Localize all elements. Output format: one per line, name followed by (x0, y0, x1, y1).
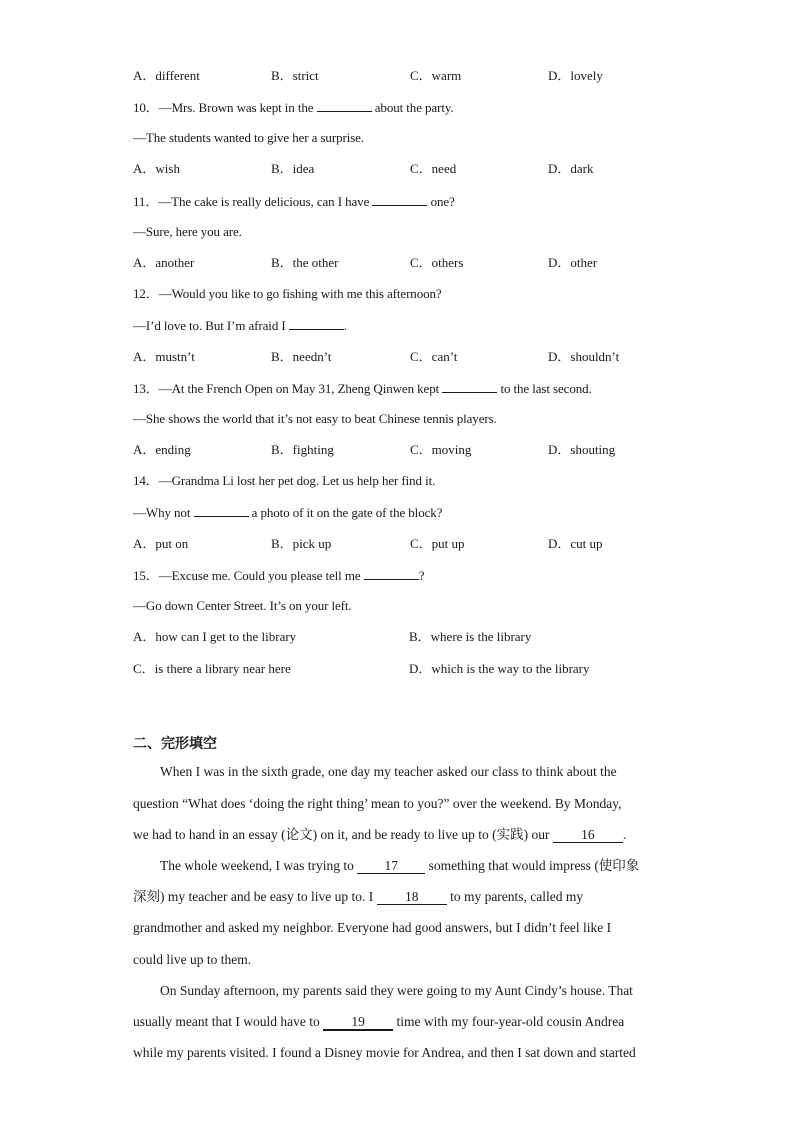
q14-blank[interactable] (194, 504, 249, 517)
q15-option-c[interactable]: C．is there a library near here (133, 661, 291, 676)
q14-option-c[interactable]: C．put up (410, 536, 465, 551)
q10-prompt-before: 10．—Mrs. Brown was kept in the (133, 100, 314, 115)
q11-option-d[interactable]: D．other (548, 255, 598, 270)
q15-prompt-before: 15．—Excuse me. Could you please tell me (133, 568, 361, 583)
q11-prompt-before: 11．—The cake is really delicious, can I have (133, 194, 370, 209)
passage-line (133, 889, 583, 905)
q13-option-a[interactable]: A．ending (133, 442, 191, 457)
passage-text: we had to hand in an essay (论文) on it, and be ready to live up to (实践) our (133, 827, 550, 842)
q12-option-d[interactable]: D．shouldn’t (548, 349, 620, 364)
q11-option-b[interactable]: B．the other (271, 255, 339, 270)
cloze-blank-18[interactable]: 18 (377, 890, 447, 905)
passage-text: . (622, 827, 627, 842)
cloze-blank-17[interactable]: 17 (357, 859, 425, 874)
q9-option-b[interactable]: B．strict (271, 68, 319, 83)
q12-option-c[interactable]: C．can’t (410, 349, 458, 364)
q12-prompt: 12．—Would you like to go fishing with me this afternoon? (133, 286, 442, 301)
q11-option-c[interactable]: C．others (410, 255, 464, 270)
cloze-blank-16[interactable]: 16 (553, 828, 623, 843)
q14-option-a[interactable]: A．put on (133, 536, 189, 551)
q10-option-c[interactable]: C．need (410, 161, 457, 176)
q15-prompt (133, 567, 424, 584)
q10-prompt (133, 99, 454, 116)
q12-reply-after: . (343, 318, 347, 333)
passage-line: while my parents visited. I found a Disney movie for Andrea, and then I sat down and started (133, 1045, 636, 1060)
q15-option-a[interactable]: A．how can I get to the library (133, 629, 297, 644)
q12-reply-before: —I’d love to. But I’m afraid I (133, 318, 286, 333)
q10-option-d[interactable]: D．dark (548, 161, 594, 176)
passage-text: The whole weekend, I was trying to (160, 858, 354, 873)
q13-option-b[interactable]: B．fighting (271, 442, 334, 457)
q15-option-d[interactable]: D．which is the way to the library (409, 661, 590, 676)
q11-prompt-after: one? (430, 194, 455, 209)
q12-blank[interactable] (289, 317, 344, 330)
q9-option-a[interactable]: A．different (133, 68, 200, 83)
passage-line: On Sunday afternoon, my parents said they were going to my Aunt Cindy’s house. That (160, 983, 633, 998)
q12-option-b[interactable]: B．needn’t (271, 349, 332, 364)
q13-blank[interactable] (442, 380, 497, 393)
passage-text: 深刻) my teacher and be easy to live up to. I (133, 889, 374, 904)
q11-blank[interactable] (372, 193, 427, 206)
cloze-blank-19[interactable]: 19 (323, 1015, 393, 1031)
q13-reply: —She shows the world that it’s not easy to beat Chinese tennis players. (133, 411, 497, 426)
passage-line (133, 827, 626, 843)
q13-option-d[interactable]: D．shouting (548, 442, 616, 457)
passage-line: question “What does ‘doing the right thing’ mean to you?” over the weekend. By Monday, (133, 796, 622, 811)
q15-blank[interactable] (364, 567, 419, 580)
q14-prompt: 14．—Grandma Li lost her pet dog. Let us help her find it. (133, 473, 436, 488)
q15-reply: —Go down Center Street. It’s on your left. (133, 598, 352, 613)
q10-prompt-after: about the party. (374, 100, 454, 115)
q15-prompt-after: ? (418, 568, 425, 583)
passage-line (133, 1014, 624, 1031)
q14-reply (133, 504, 442, 521)
section-title-cloze: 二、完形填空 (133, 736, 217, 752)
q13-prompt-before: 13．—At the French Open on May 31, Zheng Qinwen kept (133, 381, 440, 396)
passage-text: to my parents, called my (450, 889, 584, 904)
passage-text: time with my four-year-old cousin Andrea (396, 1014, 625, 1029)
passage-line (160, 858, 639, 874)
q10-option-b[interactable]: B．idea (271, 161, 315, 176)
q12-reply (133, 317, 347, 334)
passage-line: grandmother and asked my neighbor. Everyone had good answers, but I didn’t feel like I (133, 920, 612, 935)
q14-reply-before: —Why not (133, 505, 191, 520)
q13-prompt (133, 380, 592, 397)
q13-option-c[interactable]: C．moving (410, 442, 472, 457)
q13-prompt-after: to the last second. (500, 381, 592, 396)
q10-reply: —The students wanted to give her a surprise. (133, 130, 364, 145)
passage-line: could live up to them. (133, 952, 252, 967)
q11-prompt (133, 193, 455, 210)
q14-option-b[interactable]: B．pick up (271, 536, 332, 551)
q9-option-c[interactable]: C．warm (410, 68, 462, 83)
q10-option-a[interactable]: A．wish (133, 161, 180, 176)
q9-option-d[interactable]: D．lovely (548, 68, 603, 83)
q12-option-a[interactable]: A．mustn’t (133, 349, 195, 364)
q11-reply: —Sure, here you are. (133, 224, 242, 239)
passage-text: usually meant that I would have to (133, 1014, 320, 1029)
q14-option-d[interactable]: D．cut up (548, 536, 603, 551)
q15-option-b[interactable]: B．where is the library (409, 629, 532, 644)
passage-line: When I was in the sixth grade, one day my teacher asked our class to think about the (160, 764, 617, 779)
q10-blank[interactable] (317, 99, 372, 112)
q14-reply-after: a photo of it on the gate of the block? (251, 505, 443, 520)
q11-option-a[interactable]: A．another (133, 255, 195, 270)
passage-text: something that would impress (使印象 (428, 858, 640, 873)
